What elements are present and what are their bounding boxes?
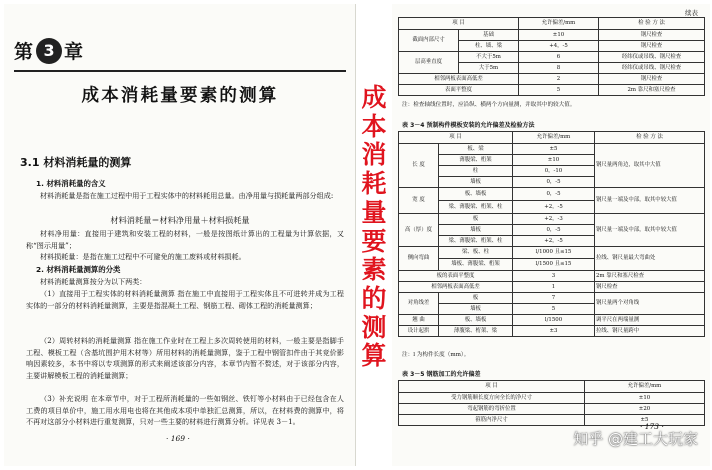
table-cell: 2m 靠尺和塞尺检查	[595, 271, 705, 282]
table-row	[399, 85, 705, 96]
overlay-char: 算	[361, 341, 387, 371]
table-cell: 0，-5	[513, 188, 595, 201]
table-cell: 梁、板、柱	[439, 247, 513, 259]
watermark: 知乎 @建工大玩家	[573, 430, 698, 448]
table-cell: l/1000 且≤15	[513, 247, 595, 259]
table-cell: 2m 靠尺和塞尺检查	[599, 85, 705, 96]
table-cell: 对角线差	[399, 293, 439, 315]
table-row	[399, 247, 705, 259]
left-page-number: · 169 ·	[166, 434, 190, 443]
table-cell: 墙板	[439, 225, 513, 236]
chapter-suffix: 章	[64, 41, 85, 63]
table-row	[399, 315, 705, 326]
table-cell: 0，-10	[513, 166, 595, 177]
table-cell: 钢尺量一端及中部，取其中较大值	[595, 188, 705, 214]
table-cell: 板	[439, 214, 513, 225]
table-cell: ±20	[585, 404, 705, 415]
table-cell: 0，-5	[513, 225, 595, 236]
overlay-char: 消	[361, 140, 387, 170]
table-cell: 梁、薄腹梁、桁架、柱	[439, 201, 513, 214]
overlay-char: 成	[361, 83, 387, 112]
table-cell: +2，-5	[513, 236, 595, 247]
table-cell: 薄腹梁、桁架、梁	[439, 326, 513, 337]
chapter-title: 成本消耗量要素的测算	[81, 86, 279, 106]
table-cell: 板、墙板	[439, 315, 513, 326]
table-cell: ±10	[585, 393, 705, 404]
table-cell: 箍筋内净尺寸	[399, 415, 585, 426]
table-cell: 钢尺检查	[599, 41, 705, 52]
table-cell: 1	[513, 282, 595, 293]
table-cell: 钢尺量两角边，取其中大值	[595, 144, 705, 188]
table-cell: 钢尺检查	[599, 30, 705, 41]
table-cell: 墙板	[439, 177, 513, 188]
paragraph-categories: 材料消耗量测算按分为以下两类：	[40, 277, 147, 286]
table-cell: 板、梁	[439, 144, 513, 155]
table-row	[399, 214, 705, 225]
overlay-char: 的	[361, 283, 387, 313]
table-note: 注：检查轴线位置时，应沿纵、横两个方向量测，并取其中的较大值。	[402, 102, 576, 108]
table-row	[399, 144, 705, 155]
table-header: 项 目	[399, 132, 513, 144]
table-cell: l/1500	[513, 315, 595, 326]
table-cell: 柱	[439, 166, 513, 177]
table-cell: +4，-5	[519, 41, 599, 52]
table-cell: 墙板、薄腹梁、桁架	[439, 259, 513, 271]
formula: 材料消耗量＝材料净用量＋材料损耗量	[110, 215, 250, 225]
table-cell: 调平尺在两端量测	[595, 315, 705, 326]
table-cell: 基础	[459, 30, 519, 41]
table-cell: 7	[513, 293, 595, 304]
chapter-word: 第	[14, 41, 35, 63]
paragraph-net-usage: 材料净用量：直接用于建筑和安装工程的材料，一般是按图纸计算出的工程量为计算依据，又称“图示用量”；	[26, 229, 344, 250]
table-cell: 5	[513, 304, 595, 315]
table-cell: 2	[519, 74, 599, 85]
table-row	[399, 30, 705, 41]
table-cell: 经纬仪或吊线、钢尺检查	[599, 63, 705, 74]
table-cell: 弯起钢筋的弯折位置	[399, 404, 585, 415]
table-cell: ±5	[585, 415, 705, 426]
overlay-char: 本	[361, 111, 387, 141]
paragraph-direct-materials: （1）直接用于工程实体的材料消耗量测算 指在施工中直接用于工程实体且不可进转并成为工程实体的一部分的材料消耗量测算，主要是指混凝土工程、钢筋工程、砌体工程的消耗量测算；	[26, 289, 344, 310]
subsection-2-title: 2. 材料消耗量测算的分类	[36, 265, 121, 274]
left-page	[4, 4, 356, 466]
section-title: 3.1 材料消耗量的测算	[20, 156, 132, 169]
right-page	[392, 4, 710, 466]
table-cell: 拉线、钢尺量跨中	[595, 326, 705, 337]
right-page-number: · 173 ·	[640, 422, 664, 431]
subsection-1-title: 1. 材料消耗量的含义	[36, 179, 106, 188]
table-row	[399, 393, 705, 404]
table-cell: 层高垂直度	[399, 52, 459, 74]
overlay-char: 测	[361, 312, 387, 342]
overlay-char: 要	[361, 226, 387, 256]
table-caption: 表 3－5 钢筋加工的允许偏差	[402, 371, 481, 378]
table-row	[399, 293, 705, 304]
chapter-heading	[14, 37, 84, 64]
paragraph-supplement: （3）补充说明 在本章节中，对于工程所消耗量的一些如钢丝、铁钉等小材料由于已经包含在人工费的项目单价中，施工用水用电也将在其他成本项中单独汇总测算，所以，在材料费的测算中，将不再对这部分小材料进行重复测算，只对一些主要的材料进行测算分析。详见表 3－1。	[26, 394, 344, 426]
table-row	[399, 326, 705, 337]
table-header: 允许偏差/mm	[519, 18, 599, 30]
table-cell: 柱、墙、梁	[459, 41, 519, 52]
table-cell: 表面平整度	[399, 85, 519, 96]
table-caption: 表 3－4 预制构件模板安装的允许偏差及检验方法	[402, 122, 535, 129]
table-cell: +2，-3	[513, 214, 595, 225]
paragraph-definition: 材料消耗量是指在施工过程中用于工程实体中的材料耗用总量。由净用量与损耗量两部分组成:	[40, 191, 334, 200]
table-cell: 钢尺量一端及中部，取其中较大值	[595, 214, 705, 247]
paragraph-turnover-materials: （2）周转材料的消耗量测算 指在施工作业时在工程上多次周转使用的材料，一般主要是指脚手工程、模板工程（含基坑围护用木材等）所用材料的消耗量测算，鉴于工程中钢管扣件由于其竞价影响因素较多，本书中将以专项测算的形式来阐述该部分内容，本章节内暂不赘述，对于该部分内容，主要讲解模板工程的消耗量测算；	[26, 336, 344, 380]
table-cell: 设计起拱	[399, 326, 439, 337]
continued-label: 续表	[685, 9, 698, 17]
table-header: 项 目	[399, 381, 585, 393]
table-cell: 3	[513, 271, 595, 282]
paragraph-loss: 材料损耗量：是指在施工过程中不可避免的施工废料或材料损耗。	[40, 252, 246, 261]
chapter-number-badge: 3	[36, 38, 62, 64]
table-cell: 梁、薄腹梁、桁架、柱	[439, 236, 513, 247]
table-row	[399, 188, 705, 201]
table-row	[399, 404, 705, 415]
table-cell: ±5	[513, 144, 595, 155]
table-cell: ±3	[513, 326, 595, 337]
table-cell: 长 度	[399, 144, 439, 188]
table-cell: 相邻两板表面高低差	[399, 74, 519, 85]
table-cell: 翘 曲	[399, 315, 439, 326]
overlay-char: 量	[361, 197, 387, 227]
table-cell: +2，-5	[513, 201, 595, 214]
table-cell: 拉线、钢尺量最大弯曲处	[595, 247, 705, 271]
table-cell: 板	[439, 293, 513, 304]
table-row	[399, 271, 705, 282]
table-cell: 钢尺检查	[595, 282, 705, 293]
table-row	[399, 52, 705, 63]
table-cell: 墙板	[439, 304, 513, 315]
table-header: 项 目	[399, 18, 519, 30]
table-cell: 8	[519, 63, 599, 74]
table-header: 检 验 方 法	[599, 18, 705, 30]
table-cell: 板、墙板	[439, 188, 513, 201]
table-cell: 经纬仪或吊线、钢尺检查	[599, 52, 705, 63]
table-cell: l/1500 且≤15	[513, 259, 595, 271]
table-row	[399, 74, 705, 85]
table-cell: ±10	[513, 155, 595, 166]
table-cell: 0，-5	[513, 177, 595, 188]
table-cell: 6	[519, 52, 599, 63]
table-cell: 大于5m	[459, 63, 519, 74]
overlay-vertical-title	[358, 84, 390, 371]
chapter-rule	[14, 70, 346, 72]
table-cell: 高（厚）度	[399, 214, 439, 247]
table-cell: 薄腹梁、桁架	[439, 155, 513, 166]
overlay-char: 耗	[361, 169, 387, 199]
table-cell: 宽 度	[399, 188, 439, 214]
table-cell: 受力钢筋顺长度方向全长的净尺寸	[399, 393, 585, 404]
table-precast-formwork	[398, 131, 705, 337]
table-cell: 相邻两板表面高低差	[399, 282, 513, 293]
table-cell: 钢尺量两个对角线	[595, 293, 705, 315]
table-header: 允许偏差/mm	[585, 381, 705, 393]
table-cell: 侧向弯曲	[399, 247, 439, 271]
table-rebar-processing	[398, 380, 705, 426]
table-header: 检 验 方 法	[595, 132, 705, 144]
table-cell: 不大于5m	[459, 52, 519, 63]
table-cell: 截面内部尺寸	[399, 30, 459, 52]
table-note: 注：l 为构件长度（mm）。	[402, 352, 470, 358]
table-formwork-deviation-continued	[398, 17, 705, 96]
table-row	[399, 282, 705, 293]
table-cell: ±10	[519, 30, 599, 41]
overlay-char: 素	[361, 255, 387, 285]
table-header: 允许偏差/mm	[513, 132, 595, 144]
table-cell: 5	[519, 85, 599, 96]
table-cell: 板的表面平整度	[399, 271, 513, 282]
table-cell: 钢尺检查	[599, 74, 705, 85]
